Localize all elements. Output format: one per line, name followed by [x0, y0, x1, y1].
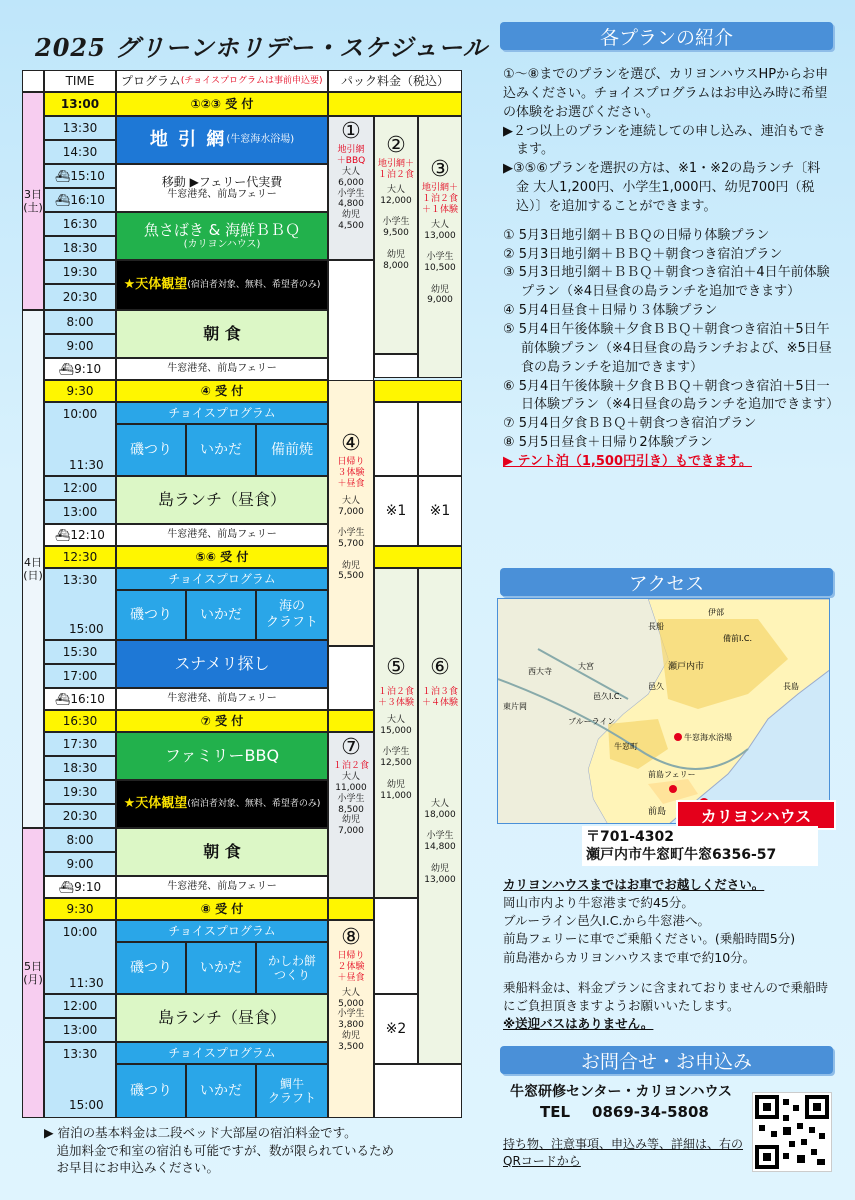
choice-header: チョイスプログラム [116, 568, 328, 590]
ferry-row: 牛窓港発、前島フェリー [116, 688, 328, 710]
time-cell: 17:00 [44, 664, 116, 688]
reception-7: ⑦ 受 付 [116, 710, 328, 732]
plan-empty [374, 354, 418, 378]
time-cell [44, 188, 116, 212]
choice-ushimado-craft[interactable]: 鯛牛 クラフト [256, 1064, 328, 1118]
pack-yellow-band [328, 898, 374, 920]
time-label: 9:10 [74, 879, 102, 894]
address-box [582, 826, 818, 866]
lunch-day4: 島ランチ（昼食） [116, 476, 328, 524]
tel-number[interactable]: 0869-34-5808 [592, 1103, 709, 1121]
reception-4: ④ 受 付 [116, 380, 328, 402]
pack-yellow-band [328, 92, 462, 116]
map-label: 牛窓町 [614, 742, 638, 751]
bbq-label: 魚さばき & 海鮮ＢＢＱ [143, 221, 301, 239]
plan-6 [418, 568, 462, 1064]
time-cell: 8:00 [44, 310, 116, 334]
plan-desc: 地引網＋ １泊２食 [377, 159, 414, 181]
time-cell [44, 876, 116, 898]
plan-list-item: ⑥ 5月4日午後体験＋夕食ＢＢＱ＋朝食つき宿泊＋5日一日体験プラン（※4日昼食の島ランチを追加できます） [503, 378, 840, 413]
time-cell: 16:30 [44, 710, 116, 732]
time-cell: 20:30 [44, 284, 116, 310]
choice-ikada[interactable]: いかだ [186, 590, 256, 640]
program-header-label: プログラム [121, 73, 181, 88]
plan-price: 大人 11,000 小学生 8,500 幼児 7,000 [335, 772, 367, 837]
map-label: ブルーライン [568, 717, 616, 726]
map-label: 伊部 [708, 608, 724, 617]
time-cell: 12:00 [44, 994, 116, 1018]
tel-label: TEL [540, 1103, 571, 1121]
plan-number: ⑤ [386, 655, 406, 680]
time-header: TIME [44, 70, 116, 92]
caryon-badge: カリヨンハウス [676, 800, 836, 830]
car-directions: 岡山市内より牛窓港まで約45分。 ブルーライン邑久I.C.から牛窓港へ。 前島フェリーに車でご乗船ください。(乗船時間5分) 前島港からカリヨンハウスまで車で約10分。 [503, 895, 796, 965]
plan-number: ⑦ [341, 735, 361, 760]
plan-5 [374, 568, 418, 898]
car-title: カリヨンハウスまではお車でお越しください。 [503, 877, 765, 892]
day-3: 3日 (土) [22, 92, 44, 310]
intro-p2: ▶２つ以上のプランを連続しての申し込み、連泊もできます。 [503, 123, 826, 158]
time-cell: 9:00 [44, 852, 116, 876]
choice-header: チョイスプログラム [116, 920, 328, 942]
ferry-icon: ⛴ [58, 361, 75, 376]
map-label: 大宮 [578, 662, 594, 671]
intro-p1: ①～⑧までのプランを選び、カリヨンハウスHPからお申込みください。チョイスプログラムはお申込み時に希望の体験をお選びください。 [503, 67, 829, 120]
time-cell: 13:00 [44, 1018, 116, 1042]
breakfast-day5: 朝 食 [116, 828, 328, 876]
ferry-row: 牛窓港発、前島フェリー [116, 358, 328, 380]
plan-3 [418, 116, 462, 378]
plan-empty [328, 646, 374, 710]
time-cell: 15:30 [44, 640, 116, 664]
sunameri-program: スナメリ探し [116, 640, 328, 688]
tentai-note: (宿泊者対象、無料、希望者のみ) [187, 798, 321, 809]
plan-price: 大人 13,000 小学生 10,500 幼児 9,000 [424, 219, 456, 306]
time-cell: 13:00 [44, 92, 116, 116]
plan-list-item: ⑤ 5月4日午後体験＋夕食ＢＢＱ＋朝食つき宿泊＋5日午前体験プラン（※4日昼食の島ランチおよび、※5日昼食の島ランチを追加できます） [503, 321, 832, 375]
note-1b: ※1 [418, 476, 462, 546]
plan-price: 大人 5,000 小学生 3,800 幼児 3,500 [337, 987, 365, 1052]
plan-desc: 日帰り ２体験 ＋昼食 [337, 951, 365, 983]
map-label: 西大寺 [528, 667, 552, 676]
time-cell: 12:00 [44, 476, 116, 500]
bbq-sub: (カリヨンハウス) [183, 239, 261, 250]
time-cell: 8:00 [44, 828, 116, 852]
map-label: 前島 [648, 807, 667, 817]
day-4: 4日 (日) [22, 310, 44, 828]
plan-desc: 地引網 ＋BBQ [336, 145, 366, 167]
ido-program [116, 164, 328, 212]
ferry-row: 牛窓港発、前島フェリー [116, 876, 328, 898]
plan-1 [328, 116, 374, 260]
map-graphic [498, 599, 830, 824]
map-label: 前島フェリー [648, 770, 696, 779]
plan-4 [328, 380, 374, 646]
time-label: 11:30 [69, 976, 104, 990]
plan-number: ① [341, 119, 361, 144]
bus-note: ※送迎バスはありません。 [503, 1015, 654, 1031]
plan-price: 大人 15,000 小学生 12,500 幼児 11,000 [380, 714, 412, 801]
time-label: 12:10 [70, 527, 105, 542]
time-label: 11:30 [69, 458, 104, 472]
time-label: 13:30 [62, 1047, 98, 1061]
map-label: 邑久 [648, 682, 664, 691]
choice-ikada[interactable]: いかだ [186, 1064, 256, 1118]
plan-8 [328, 920, 374, 1118]
tentai-label: ★天体観望 [123, 796, 188, 812]
time-cell: 18:30 [44, 236, 116, 260]
note-1: ※1 [374, 476, 418, 546]
map-label: 瀬戸内市 [668, 662, 705, 672]
schedule-table [22, 70, 462, 1118]
intro-p3: ▶③⑤⑥プランを選択の方は、※1・※2の島ランチ〔料金 大人1,200円、小学生1,000円、幼児700円（税込）〕を追加することができます。 [503, 161, 821, 214]
plan-list-item: ① 5月3日地引網＋ＢＢＱの日帰り体験プラン [503, 227, 770, 243]
plan-list-item: ② 5月3日地引網＋ＢＢＱ＋朝食つき宿泊プラン [503, 246, 783, 262]
time-cell [44, 688, 116, 710]
time-cell: 13:30 [44, 116, 116, 140]
time-cell [44, 358, 116, 380]
jibiki-label: 地 引 網 [149, 129, 227, 151]
day-5: 5日 (月) [22, 828, 44, 1118]
plan-list-item: ⑦ 5月4日夕食ＢＢＱ＋朝食つき宿泊プラン [503, 416, 757, 432]
family-bbq: ファミリーBBQ [116, 732, 328, 780]
plan-7 [328, 732, 374, 898]
choice-iso[interactable]: 磯つり [116, 590, 186, 640]
map-label: 牛窓海水浴場 [684, 733, 732, 742]
zip: 〒701-4302 [586, 829, 674, 845]
plan-empty [374, 402, 418, 476]
time-label: 15:10 [70, 168, 105, 183]
time-cell: 9:00 [44, 334, 116, 358]
time-cell: 19:30 [44, 780, 116, 804]
contact-header: お問合せ・お申込み [500, 1046, 833, 1074]
choice-iso[interactable]: 磯つり [116, 1064, 186, 1118]
map-label: 東片岡 [503, 702, 527, 711]
jibiki-program [116, 116, 328, 164]
lunch-day5: 島ランチ（昼食） [116, 994, 328, 1042]
choice-header: チョイスプログラム [116, 402, 328, 424]
note-2: ※2 [374, 994, 418, 1064]
time-cell: 18:30 [44, 756, 116, 780]
choice-kashiwa[interactable]: かしわ餅 つくり [256, 942, 328, 994]
plan-number: ⑥ [430, 655, 450, 680]
time-label: 15:00 [69, 1098, 104, 1112]
qr-code-icon[interactable] [752, 1092, 832, 1172]
ferry-icon: ⛴ [55, 192, 71, 207]
tentai-program [116, 780, 328, 828]
time-cell: 9:30 [44, 380, 116, 402]
map-label: 備前I.C. [723, 634, 753, 643]
time-label: 13:30 [62, 573, 98, 587]
choice-header: チョイスプログラム [116, 1042, 328, 1064]
plan-desc: １泊３食 ＋４体験 [421, 687, 458, 709]
plan-price: 大人 6,000 小学生 4,800 幼児 4,500 [337, 166, 365, 231]
time-label: 9:10 [74, 361, 102, 376]
plan-price: 大人 18,000 小学生 14,800 幼児 13,000 [424, 798, 456, 885]
time-label: 16:10 [70, 691, 105, 706]
plan-list-item: ③ 5月3日地引網＋ＢＢＱ＋朝食つき宿泊＋4日午前体験プラン（※4日昼食の島ランチを追加できます） [503, 265, 830, 300]
breakfast-day4: 朝 食 [116, 310, 328, 358]
program-header [116, 70, 328, 92]
plan-number: ③ [430, 157, 450, 182]
reception-8: ⑧ 受 付 [116, 898, 328, 920]
qr-graphic [753, 1093, 831, 1171]
beach-marker-icon [674, 733, 682, 741]
intro-header: 各プランの紹介 [500, 22, 833, 50]
org-name: 牛窓研修センター・カリヨンハウス [510, 1084, 733, 1100]
ferry-marker-icon [669, 785, 677, 793]
pack-header: パック料金（税込） [328, 70, 462, 92]
reception-56: ⑤⑥ 受 付 [116, 546, 328, 568]
intro-text [503, 66, 840, 472]
time-cell: 13:00 [44, 500, 116, 524]
address: 瀬戸内市牛窓町牛窓6356-57 [586, 847, 777, 864]
plan-number: ⑧ [341, 925, 361, 950]
time-cell: 14:30 [44, 140, 116, 164]
ferry-icon: ⛴ [55, 527, 71, 542]
plan-desc: １泊２食 [332, 761, 369, 772]
jibiki-note: (牛窓海水浴場) [226, 134, 295, 145]
ferry-fee: 乗船料金は、料金プランに含まれておりませんので乗船時にご負担頂きますようお願いいたします。 [503, 979, 829, 1013]
time-label: 15:00 [69, 622, 104, 636]
access-map [497, 598, 830, 824]
time-cell: 19:30 [44, 260, 116, 284]
time-cell: 20:30 [44, 804, 116, 828]
ferry-row: 牛窓港発、前島フェリー [116, 524, 328, 546]
page-title: 2025 グリーンホリデー・スケジュール [35, 33, 488, 62]
reception-123: ①②③ 受 付 [116, 92, 328, 116]
plan-empty [374, 898, 418, 994]
bbq-program [116, 212, 328, 260]
pack-yellow-band [328, 710, 374, 732]
time-cell: 12:30 [44, 546, 116, 568]
ferry-icon: ⛴ [55, 168, 71, 183]
tentai-note: (宿泊者対象、無料、希望者のみ) [187, 279, 321, 290]
plan-price: 大人 7,000 小学生 5,700 幼児 5,500 [337, 495, 365, 582]
map-label: 長船 [648, 622, 664, 631]
plan-list [503, 227, 840, 453]
contact-note: 持ち物、注意事項、申込み等、詳細は、右のQRコードから [503, 1137, 744, 1168]
time-cell [44, 524, 116, 546]
time-cell: 9:30 [44, 898, 116, 920]
program-note: (チョイスプログラムは事前申込要) [180, 75, 323, 86]
plan-2 [374, 116, 418, 354]
choice-iso[interactable]: 磯つり [116, 942, 186, 994]
choice-bizen[interactable]: 備前焼 [256, 424, 328, 476]
plan-desc: 地引網＋ １泊２食 ＋１体験 [421, 183, 458, 215]
plan-desc: 日帰り ３体験 ＋昼食 [337, 457, 365, 489]
tel-line [540, 1103, 709, 1121]
corner-cell [22, 70, 44, 92]
time-label: 10:00 [62, 407, 98, 421]
plan-list-item: ⑧ 5月5日昼食＋日帰り2体験プラン [503, 435, 713, 451]
access-header: アクセス [500, 568, 833, 596]
plan-desc: １泊２食 ＋３体験 [377, 687, 414, 709]
plan-empty [418, 402, 462, 476]
time-label: 10:00 [62, 925, 98, 939]
tentai-program [116, 260, 328, 310]
ferry-icon: ⛴ [55, 691, 71, 706]
choice-umi-craft[interactable]: 海の クラフト [256, 590, 328, 640]
time-label: 16:10 [70, 192, 105, 207]
map-label: 長島 [783, 682, 799, 691]
ido-label: 移動 ▶フェリー代実費 [161, 174, 283, 189]
plan-number: ② [386, 133, 406, 158]
access-text [503, 876, 833, 1033]
footnote: ▶ 宿泊の基本料金は二段ベッド大部屋の宿泊料金です。 追加料金で和室の宿泊も可能ですが、数が限られているため お早目にお申込みください。 [44, 1125, 395, 1175]
plan-list-item: ④ 5月4日昼食＋日帰り３体験プラン [503, 303, 718, 319]
time-cell [44, 164, 116, 188]
plan-empty [374, 1064, 462, 1118]
time-cell: 16:30 [44, 212, 116, 236]
pack-yellow-band [374, 546, 462, 568]
plan-price: 大人 12,000 小学生 9,500 幼児 8,000 [380, 184, 412, 271]
map-label: 邑久I.C. [593, 692, 623, 701]
plan-number: ④ [341, 431, 361, 456]
choice-iso[interactable]: 磯つり [116, 424, 186, 476]
ferry-icon: ⛴ [58, 879, 75, 894]
time-cell: 17:30 [44, 732, 116, 756]
pack-yellow-band [374, 380, 462, 402]
tent-note: ▶ テント泊（1,500円引き）もできます。 [503, 453, 752, 469]
ido-sub: 牛窓港発、前島フェリー [167, 189, 277, 201]
choice-ikada[interactable]: いかだ [186, 942, 256, 994]
choice-ikada[interactable]: いかだ [186, 424, 256, 476]
tentai-label: ★天体観望 [123, 277, 188, 293]
